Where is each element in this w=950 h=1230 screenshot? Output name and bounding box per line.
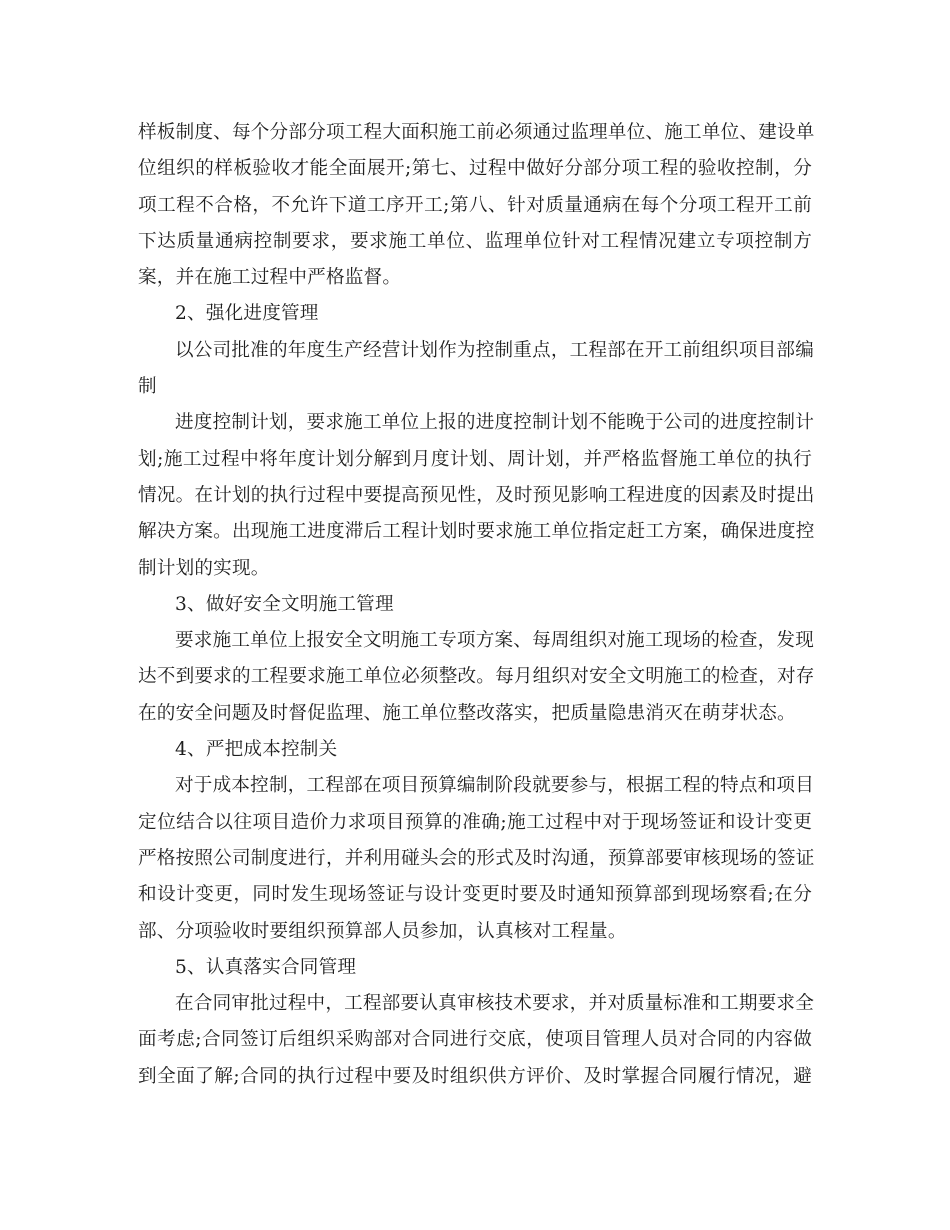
text-line: 严格按照公司制度进行，并利用碰头会的形式及时沟通，预算部要审核现场的签证 bbox=[138, 847, 815, 869]
text-line: 案，并在施工过程中严格监督。 bbox=[138, 267, 402, 289]
text-line: 进度控制计划，要求施工单位上报的进度控制计划不能晚于公司的进度控制计 bbox=[175, 412, 814, 434]
text-line: 样板制度、每个分部分项工程大面积施工前必须通过监理单位、施工单位、建设单 bbox=[138, 122, 815, 143]
text-line: 定位结合以往项目造价力求项目预算的准确;施工过程中对于现场签证和设计变更 bbox=[138, 811, 812, 833]
text-line: 面考虑;合同签订后组织采购部对合同进行交底，使项目管理人员对合同的内容做 bbox=[138, 1029, 812, 1051]
text-line: 对于成本控制，工程部在项目预算编制阶段就要参与，根据工程的特点和项目 bbox=[175, 775, 814, 797]
text-line: 情况。在计划的执行过程中要提高预见性，及时预见影响工程进度的因素及时提出 bbox=[138, 484, 815, 506]
text-line: 要求施工单位上报安全文明施工专项方案、每周组织对施工现场的检查，发现 bbox=[175, 630, 814, 652]
text-line: 制计划的实现。 bbox=[138, 557, 270, 579]
text-line: 部、分项验收时要组织预算部人员参加，认真核对工程量。 bbox=[138, 920, 627, 942]
text-line: 和设计变更，同时发生现场签证与设计变更时要及时通知预算部到现场察看;在分 bbox=[138, 884, 812, 906]
text-line: 制 bbox=[138, 376, 157, 398]
text-line: 划;施工过程中将年度计划分解到月度计划、周计划，并严格监督施工单位的执行 bbox=[138, 448, 812, 470]
text-line: 以公司批准的年度生产经营计划作为控制重点，工程部在开工前组织项目部编 bbox=[175, 339, 814, 361]
text-line: 下达质量通病控制要求，要求施工单位、监理单位针对工程情况建立专项控制方 bbox=[138, 230, 812, 252]
text-line: 到全面了解;合同的执行过程中要及时组织供方评价、及时掌握合同履行情况，避 bbox=[138, 1065, 812, 1087]
section-heading: 2、强化进度管理 bbox=[175, 303, 319, 325]
text-line: 达不到要求的工程要求施工单位必须整改。每月组织对安全文明施工的检查，对存 bbox=[138, 666, 815, 688]
document-body bbox=[138, 115, 815, 1095]
section-heading: 3、做好安全文明施工管理 bbox=[175, 593, 394, 615]
text-line: 在合同审批过程中，工程部要认真审核技术要求，并对质量标准和工期要求全 bbox=[175, 993, 814, 1015]
text-line: 解决方案。出现施工进度滞后工程计划时要求施工单位指定赶工方案，确保进度控 bbox=[138, 521, 815, 543]
section-heading: 4、严把成本控制关 bbox=[175, 739, 338, 761]
text-line: 位组织的样板验收才能全面展开;第七、过程中做好分部分项工程的验收控制，分 bbox=[138, 158, 812, 180]
text-line: 在的安全问题及时督促监理、施工单位整改落实，把质量隐患消灭在萌芽状态。 bbox=[138, 702, 796, 724]
section-heading: 5、认真落实合同管理 bbox=[175, 956, 357, 978]
text-line: 项工程不合格，不允许下道工序开工;第八、针对质量通病在每个分项工程开工前 bbox=[138, 194, 812, 216]
